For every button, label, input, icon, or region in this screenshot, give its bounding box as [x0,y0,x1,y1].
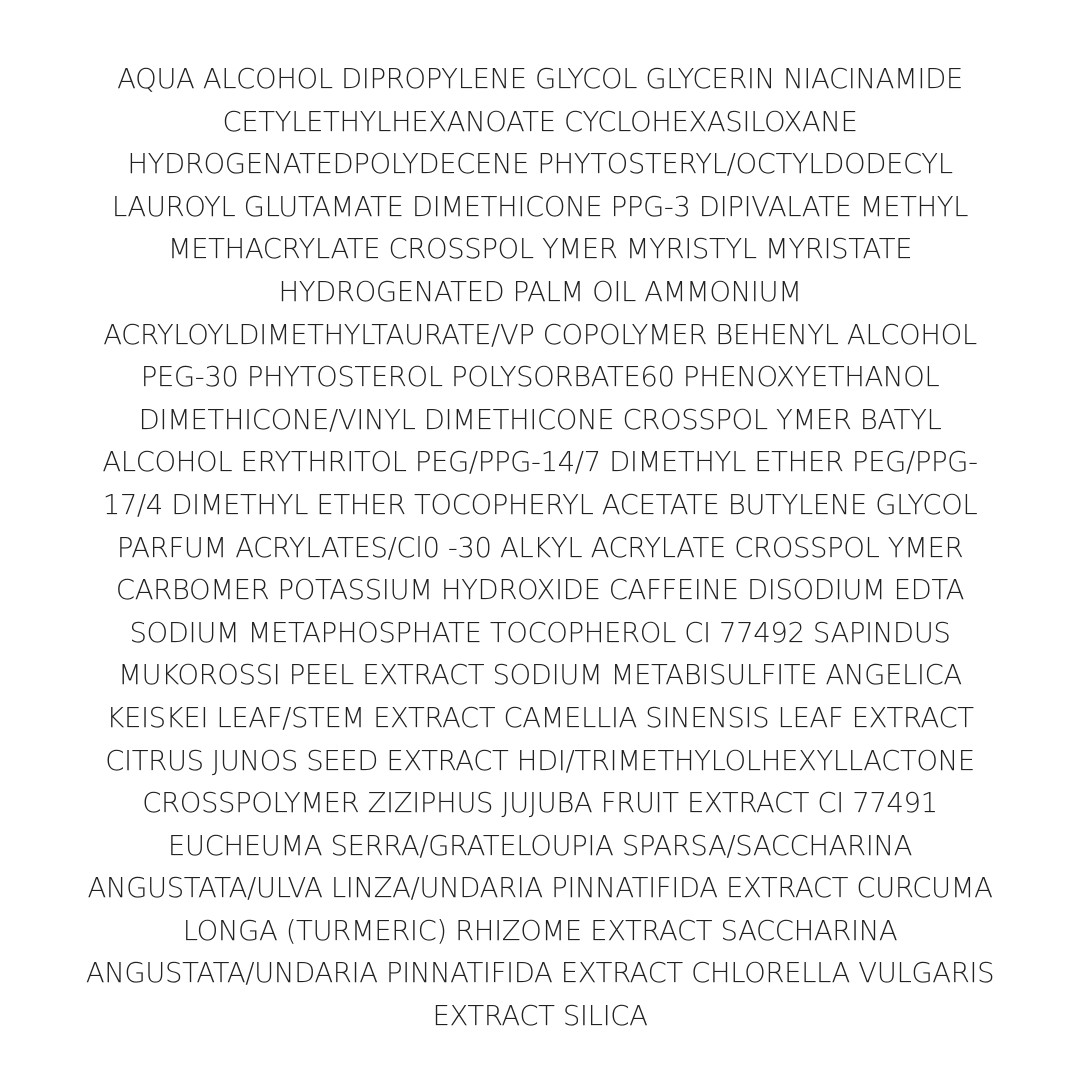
ingredients-line-2: CETYLETHYLHEXANOATE CYCLOHEXASILOXANE [222,105,858,138]
ingredients-line-14: SODIUM METAPHOSPHATE TOCOPHEROL CI 77492 SAPINDUS [129,616,951,649]
ingredients-line-1: AQUA ALCOHOL DIPROPYLENE GLYCOL GLYCERIN NIACINAMIDE [117,63,963,95]
ingredients-line-4: LAUROYL GLUTAMATE DIMETHICONE PPG-3 DIPIVALATE METHYL [111,190,969,223]
ingredients-list [0,58,1080,1038]
ingredients-line-23: EXTRACT SILICA [432,1000,648,1033]
ingredients-line-13: CARBOMER POTASSIUM HYDROXIDE CAFFEINE DISODIUM EDTA [115,574,965,607]
ingredients-line-6: HYDROGENATED PALM OIL AMMONIUM [278,275,802,308]
ingredients-line-11: 17/4 DIMETHYL ETHER TOCOPHERYL ACETATE BUTYLENE GLYCOL [102,488,978,521]
ingredients-line-5: METHACRYLATE CROSSPOL YMER MYRISTYL MYRISTATE [167,233,913,266]
ingredients-line-10: ALCOHOL ERYTHRITOL PEG/PPG-14/7 DIMETHYL ETHER PEG/PPG- [102,446,978,479]
ingredients-line-7: ACRYLOYLDIMETHYLTAURATE/VP COPOLYMER BEHENYL ALCOHOL [103,318,977,351]
ingredients-line-3: HYDROGENATEDPOLYDECENE PHYTOSTERYL/OCTYLDODECYL [127,148,953,181]
ingredients-line-18: CROSSPOLYMER ZIZIPHUS JUJUBA FRUIT EXTRACT CI 77491 [142,787,938,820]
ingredients-line-12: PARFUM ACRYLATES/Cl0 -30 ALKYL ACRYLATE CROSSPOL YMER [116,531,964,564]
ingredients-line-21: LONGA (TURMERIC) RHIZOME EXTRACT SACCHARINA [182,914,898,947]
ingredients-line-19: EUCHEUMA SERRA/GRATELOUPIA SPARSA/SACCHARINA [167,829,913,862]
ingredients-line-20: ANGUSTATA/ULVA LINZA/UNDARIA PINNATIFIDA EXTRACT CURCUMA [87,872,993,905]
ingredients-line-8: PEG-30 PHYTOSTEROL POLYSORBATE60 PHENOXYETHANOL [140,361,940,394]
ingredients-line-22: ANGUSTATA/UNDARIA PINNATIFIDA EXTRACT CHLORELLA VULGARIS [85,957,995,990]
ingredients-line-17: CITRUS JUNOS SEED EXTRACT HDI/TRIMETHYLOLHEXYLLACTONE [105,744,975,777]
ingredients-line-15: MUKOROSSI PEEL EXTRACT SODIUM METABISULFITE ANGELICA [118,659,962,692]
ingredients-line-16: KEISKEI LEAF/STEM EXTRACT CAMELLIA SINENSIS LEAF EXTRACT [106,701,974,734]
ingredients-line-9: DIMETHICONE/VINYL DIMETHICONE CROSSPOL YMER BATYL [138,403,942,436]
